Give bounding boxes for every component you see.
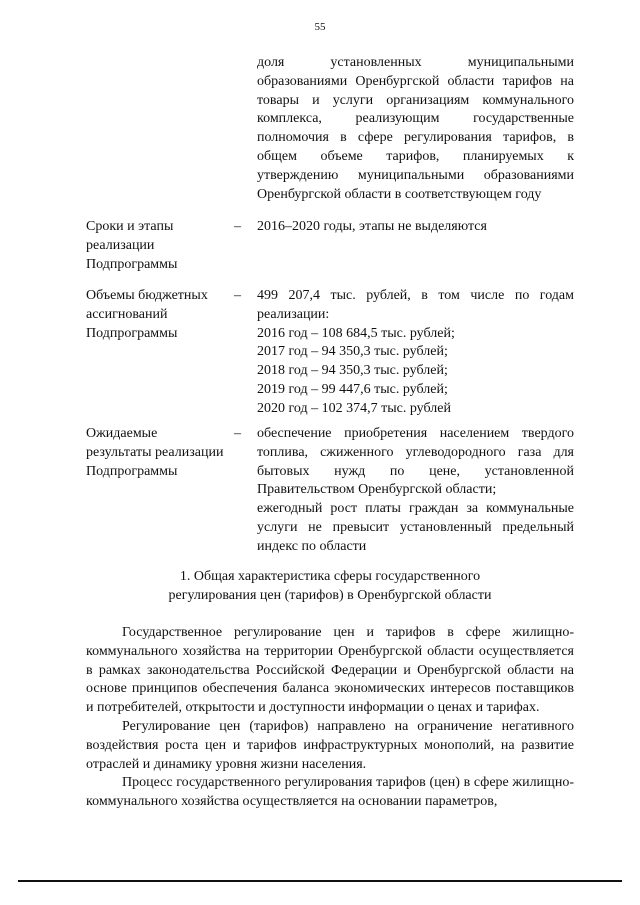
paragraph: Государственное регулирование цен и тарифов в сфере жилищно-коммунального хозяйства на территории Оренбургской области осуществляется в рамках законодательства Российской Федерации и Оренбургской области на основе принципов обеспечения баланса экономических интересов поставщиков и потребителей, открытости и доступности информации о ценах и тарифах. (86, 625, 574, 716)
passport-label-budget: Объемы бюджетных ассигнований Подпрограммы (86, 288, 208, 341)
page-number: 55 (314, 21, 326, 33)
section-body (86, 624, 574, 812)
passport-label-results: Ожидаемые результаты реализации Подпрограммы (86, 426, 224, 479)
passport-dash: – (234, 426, 241, 441)
passport-value-budget (257, 287, 574, 419)
paragraph: Процесс государственного регулирования тарифов (цен) в сфере жилищно-коммунального хозяйства осуществляется на основании параметров, (86, 775, 574, 810)
budget-year-2020: 2020 год – 102 374,7 тыс. рублей (257, 400, 451, 416)
bottom-rule (18, 880, 622, 882)
indicator-text: доля установленных муниципальными образованиями Оренбургской области тарифов на товары и услуги организациям коммунального комплекса, реализующим государственные полномочия в сфере регулирования тарифов, в общем объеме тарифов, планируемых к утверждению муниципальными образованиями Оренбургской области в соответствующем году (257, 55, 574, 202)
passport-dash: – (234, 219, 241, 234)
section-heading-line: регулирования цен (тарифов) в Оренбургской области (168, 587, 492, 603)
passport-value-results (257, 425, 574, 557)
passport-label-terms: Сроки и этапы реализации Подпрограммы (86, 219, 178, 272)
budget-year-2019: 2019 год – 99 447,6 тыс. рублей; (257, 381, 448, 397)
budget-year-2018: 2018 год – 94 350,3 тыс. рублей; (257, 363, 448, 379)
budget-year-2017: 2017 год – 94 350,3 тыс. рублей; (257, 344, 448, 360)
result-item: обеспечение приобретения населением твердого топлива, сжиженного углеводородного газа для бытовых нужд по цене, установленной Правительством Оренбургской области; (257, 426, 574, 498)
passport-dash: – (234, 288, 241, 303)
section-heading-line: 1. Общая характеристика сферы государственного (179, 569, 481, 584)
section-heading (86, 568, 574, 606)
budget-year-2016: 2016 год – 108 684,5 тыс. рублей; (257, 325, 455, 341)
paragraph: Регулирование цен (тарифов) направлено на ограничение негативного воздействия роста цен и тарифов инфраструктурных монополий, на развитие отраслей и динамику уровня жизни населения. (86, 718, 574, 772)
budget-total: 499 207,4 тыс. рублей, в том числе по годам реализации: (257, 288, 574, 322)
passport-value-terms: 2016–2020 годы, этапы не выделяются (257, 219, 487, 234)
result-item: ежегодный рост платы граждан за коммунальные услуги не превысит установленный предельный индекс по области (257, 501, 574, 554)
